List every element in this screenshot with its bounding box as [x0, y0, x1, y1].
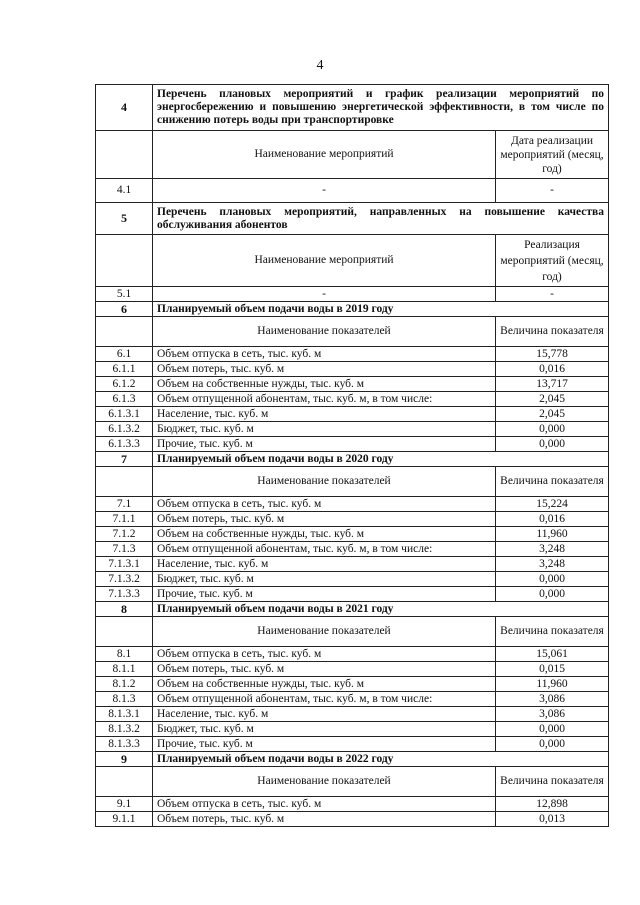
row-value: 0,016 [496, 362, 609, 377]
row-number: 6.1.1 [96, 362, 153, 377]
row-value: 2,045 [496, 407, 609, 422]
row-name: - [153, 179, 496, 203]
table-row [96, 542, 609, 557]
row-name: Бюджет, тыс. куб. м [153, 722, 496, 737]
table-row [96, 512, 609, 527]
table-row [96, 287, 609, 302]
table-row [96, 422, 609, 437]
empty-cell [96, 467, 153, 497]
section-4-header [96, 85, 609, 131]
section-5-column-headers [96, 235, 609, 287]
section-7-col-value: Величина показателя [496, 467, 609, 497]
row-number: 8.1.1 [96, 662, 153, 677]
row-name: Объем отпущенной абонентам, тыс. куб. м, в том числе: [153, 392, 496, 407]
row-value: 3,086 [496, 692, 609, 707]
row-name: Объем на собственные нужды, тыс. куб. м [153, 377, 496, 392]
page-number: 4 [316, 58, 324, 73]
table-row [96, 587, 609, 602]
row-value: 13,717 [496, 377, 609, 392]
row-name: Объем потерь, тыс. куб. м [153, 812, 496, 827]
section-5-number: 5 [96, 203, 153, 235]
table-row [96, 437, 609, 452]
section-4-col-name: Наименование мероприятий [153, 131, 496, 179]
section-8-header [96, 602, 609, 617]
section-8-col-value: Величина показателя [496, 617, 609, 647]
table-row [96, 812, 609, 827]
row-number: 6.1.3.3 [96, 437, 153, 452]
row-name: Объем отпущенной абонентам, тыс. куб. м, в том числе: [153, 542, 496, 557]
row-number: 8.1.3 [96, 692, 153, 707]
row-number: 6.1.2 [96, 377, 153, 392]
section-9-column-headers [96, 767, 609, 797]
row-value: 0,000 [496, 422, 609, 437]
section-4-col-date: Дата реализации мероприятий (месяц, год) [496, 131, 609, 179]
row-value: 0,000 [496, 737, 609, 752]
section-5-col-name: Наименование мероприятий [153, 235, 496, 287]
row-value: 0,016 [496, 512, 609, 527]
row-number: 9.1.1 [96, 812, 153, 827]
table-row [96, 722, 609, 737]
row-number: 6.1 [96, 347, 153, 362]
row-value: 0,000 [496, 437, 609, 452]
section-6-column-headers [96, 317, 609, 347]
row-value: 0,000 [496, 722, 609, 737]
table-row [96, 497, 609, 512]
section-4-number: 4 [96, 85, 153, 131]
row-name: Объем отпуска в сеть, тыс. куб. м [153, 797, 496, 812]
row-name: Объем потерь, тыс. куб. м [153, 362, 496, 377]
row-value: 0,000 [496, 572, 609, 587]
row-name: Объем на собственные нужды, тыс. куб. м [153, 677, 496, 692]
row-number: 6.1.3 [96, 392, 153, 407]
row-number: 5.1 [96, 287, 153, 302]
section-4-column-headers [96, 131, 609, 179]
row-number: 7.1.2 [96, 527, 153, 542]
row-name: Бюджет, тыс. куб. м [153, 572, 496, 587]
row-value: 12,898 [496, 797, 609, 812]
row-number: 9.1 [96, 797, 153, 812]
table-row [96, 797, 609, 812]
section-9-number: 9 [96, 752, 153, 767]
row-value: 3,248 [496, 557, 609, 572]
row-value: 2,045 [496, 392, 609, 407]
row-number: 4.1 [96, 179, 153, 203]
row-value: 15,224 [496, 497, 609, 512]
document-table [95, 84, 609, 827]
row-value: - [496, 287, 609, 302]
table-row [96, 647, 609, 662]
row-number: 6.1.3.1 [96, 407, 153, 422]
section-7-title: Планируемый объем подачи воды в 2020 году [153, 452, 609, 467]
table-row [96, 347, 609, 362]
section-4-title: Перечень плановых мероприятий и график реализации мероприятий по энергосбережению и повышению энергетической эффективности, в том числе по снижению потерь воды при транспортировке [153, 85, 609, 131]
section-7-col-name: Наименование показателей [153, 467, 496, 497]
empty-cell [96, 317, 153, 347]
row-number: 8.1.3.3 [96, 737, 153, 752]
section-8-col-name: Наименование показателей [153, 617, 496, 647]
section-5-title: Перечень плановых мероприятий, направленных на повышение качества обслуживания абонентов [153, 203, 609, 235]
table-row [96, 572, 609, 587]
row-number: 6.1.3.2 [96, 422, 153, 437]
row-name: Прочие, тыс. куб. м [153, 437, 496, 452]
row-number: 7.1.3.2 [96, 572, 153, 587]
row-name: Объем потерь, тыс. куб. м [153, 662, 496, 677]
row-name: Бюджет, тыс. куб. м [153, 422, 496, 437]
row-name: Население, тыс. куб. м [153, 407, 496, 422]
section-7-number: 7 [96, 452, 153, 467]
section-9-col-value: Величина показателя [496, 767, 609, 797]
section-7-column-headers [96, 467, 609, 497]
row-number: 8.1.2 [96, 677, 153, 692]
row-value: 3,086 [496, 707, 609, 722]
row-name: Объем на собственные нужды, тыс. куб. м [153, 527, 496, 542]
section-8-number: 8 [96, 602, 153, 617]
row-name: Население, тыс. куб. м [153, 557, 496, 572]
row-name: Объем отпущенной абонентам, тыс. куб. м, в том числе: [153, 692, 496, 707]
row-value: 0,000 [496, 587, 609, 602]
table-row [96, 737, 609, 752]
table-row [96, 392, 609, 407]
table-row [96, 557, 609, 572]
table-row [96, 377, 609, 392]
section-7-header [96, 452, 609, 467]
table-row [96, 407, 609, 422]
section-6-header [96, 302, 609, 317]
row-name: Население, тыс. куб. м [153, 707, 496, 722]
row-value: 3,248 [496, 542, 609, 557]
section-8-title: Планируемый объем подачи воды в 2021 году [153, 602, 609, 617]
row-number: 7.1 [96, 497, 153, 512]
section-5-col-date: Реализация мероприятий (месяц, год) [496, 235, 609, 287]
row-name: Объем отпуска в сеть, тыс. куб. м [153, 497, 496, 512]
section-6-title: Планируемый объем подачи воды в 2019 году [153, 302, 609, 317]
table-row [96, 662, 609, 677]
empty-cell [96, 235, 153, 287]
section-9-header [96, 752, 609, 767]
section-6-number: 6 [96, 302, 153, 317]
table-row [96, 527, 609, 542]
row-number: 7.1.3.3 [96, 587, 153, 602]
section-8-column-headers [96, 617, 609, 647]
row-number: 7.1.3 [96, 542, 153, 557]
row-name: Прочие, тыс. куб. м [153, 737, 496, 752]
row-name: - [153, 287, 496, 302]
section-6-col-value: Величина показателя [496, 317, 609, 347]
row-number: 8.1.3.2 [96, 722, 153, 737]
row-value: 0,015 [496, 662, 609, 677]
row-number: 8.1 [96, 647, 153, 662]
table-row [96, 692, 609, 707]
table-row [96, 179, 609, 203]
empty-cell [96, 617, 153, 647]
row-number: 7.1.1 [96, 512, 153, 527]
section-6-col-name: Наименование показателей [153, 317, 496, 347]
table-row [96, 707, 609, 722]
section-9-title: Планируемый объем подачи воды в 2022 году [153, 752, 609, 767]
empty-cell [96, 767, 153, 797]
table-row [96, 677, 609, 692]
row-value: 11,960 [496, 677, 609, 692]
empty-cell [96, 131, 153, 179]
row-value: 15,061 [496, 647, 609, 662]
section-9-col-name: Наименование показателей [153, 767, 496, 797]
row-value: 15,778 [496, 347, 609, 362]
row-name: Объем потерь, тыс. куб. м [153, 512, 496, 527]
row-name: Объем отпуска в сеть, тыс. куб. м [153, 347, 496, 362]
row-value: 11,960 [496, 527, 609, 542]
section-5-header [96, 203, 609, 235]
row-value: - [496, 179, 609, 203]
table-row [96, 362, 609, 377]
row-number: 7.1.3.1 [96, 557, 153, 572]
row-name: Объем отпуска в сеть, тыс. куб. м [153, 647, 496, 662]
row-value: 0,013 [496, 812, 609, 827]
row-name: Прочие, тыс. куб. м [153, 587, 496, 602]
row-number: 8.1.3.1 [96, 707, 153, 722]
